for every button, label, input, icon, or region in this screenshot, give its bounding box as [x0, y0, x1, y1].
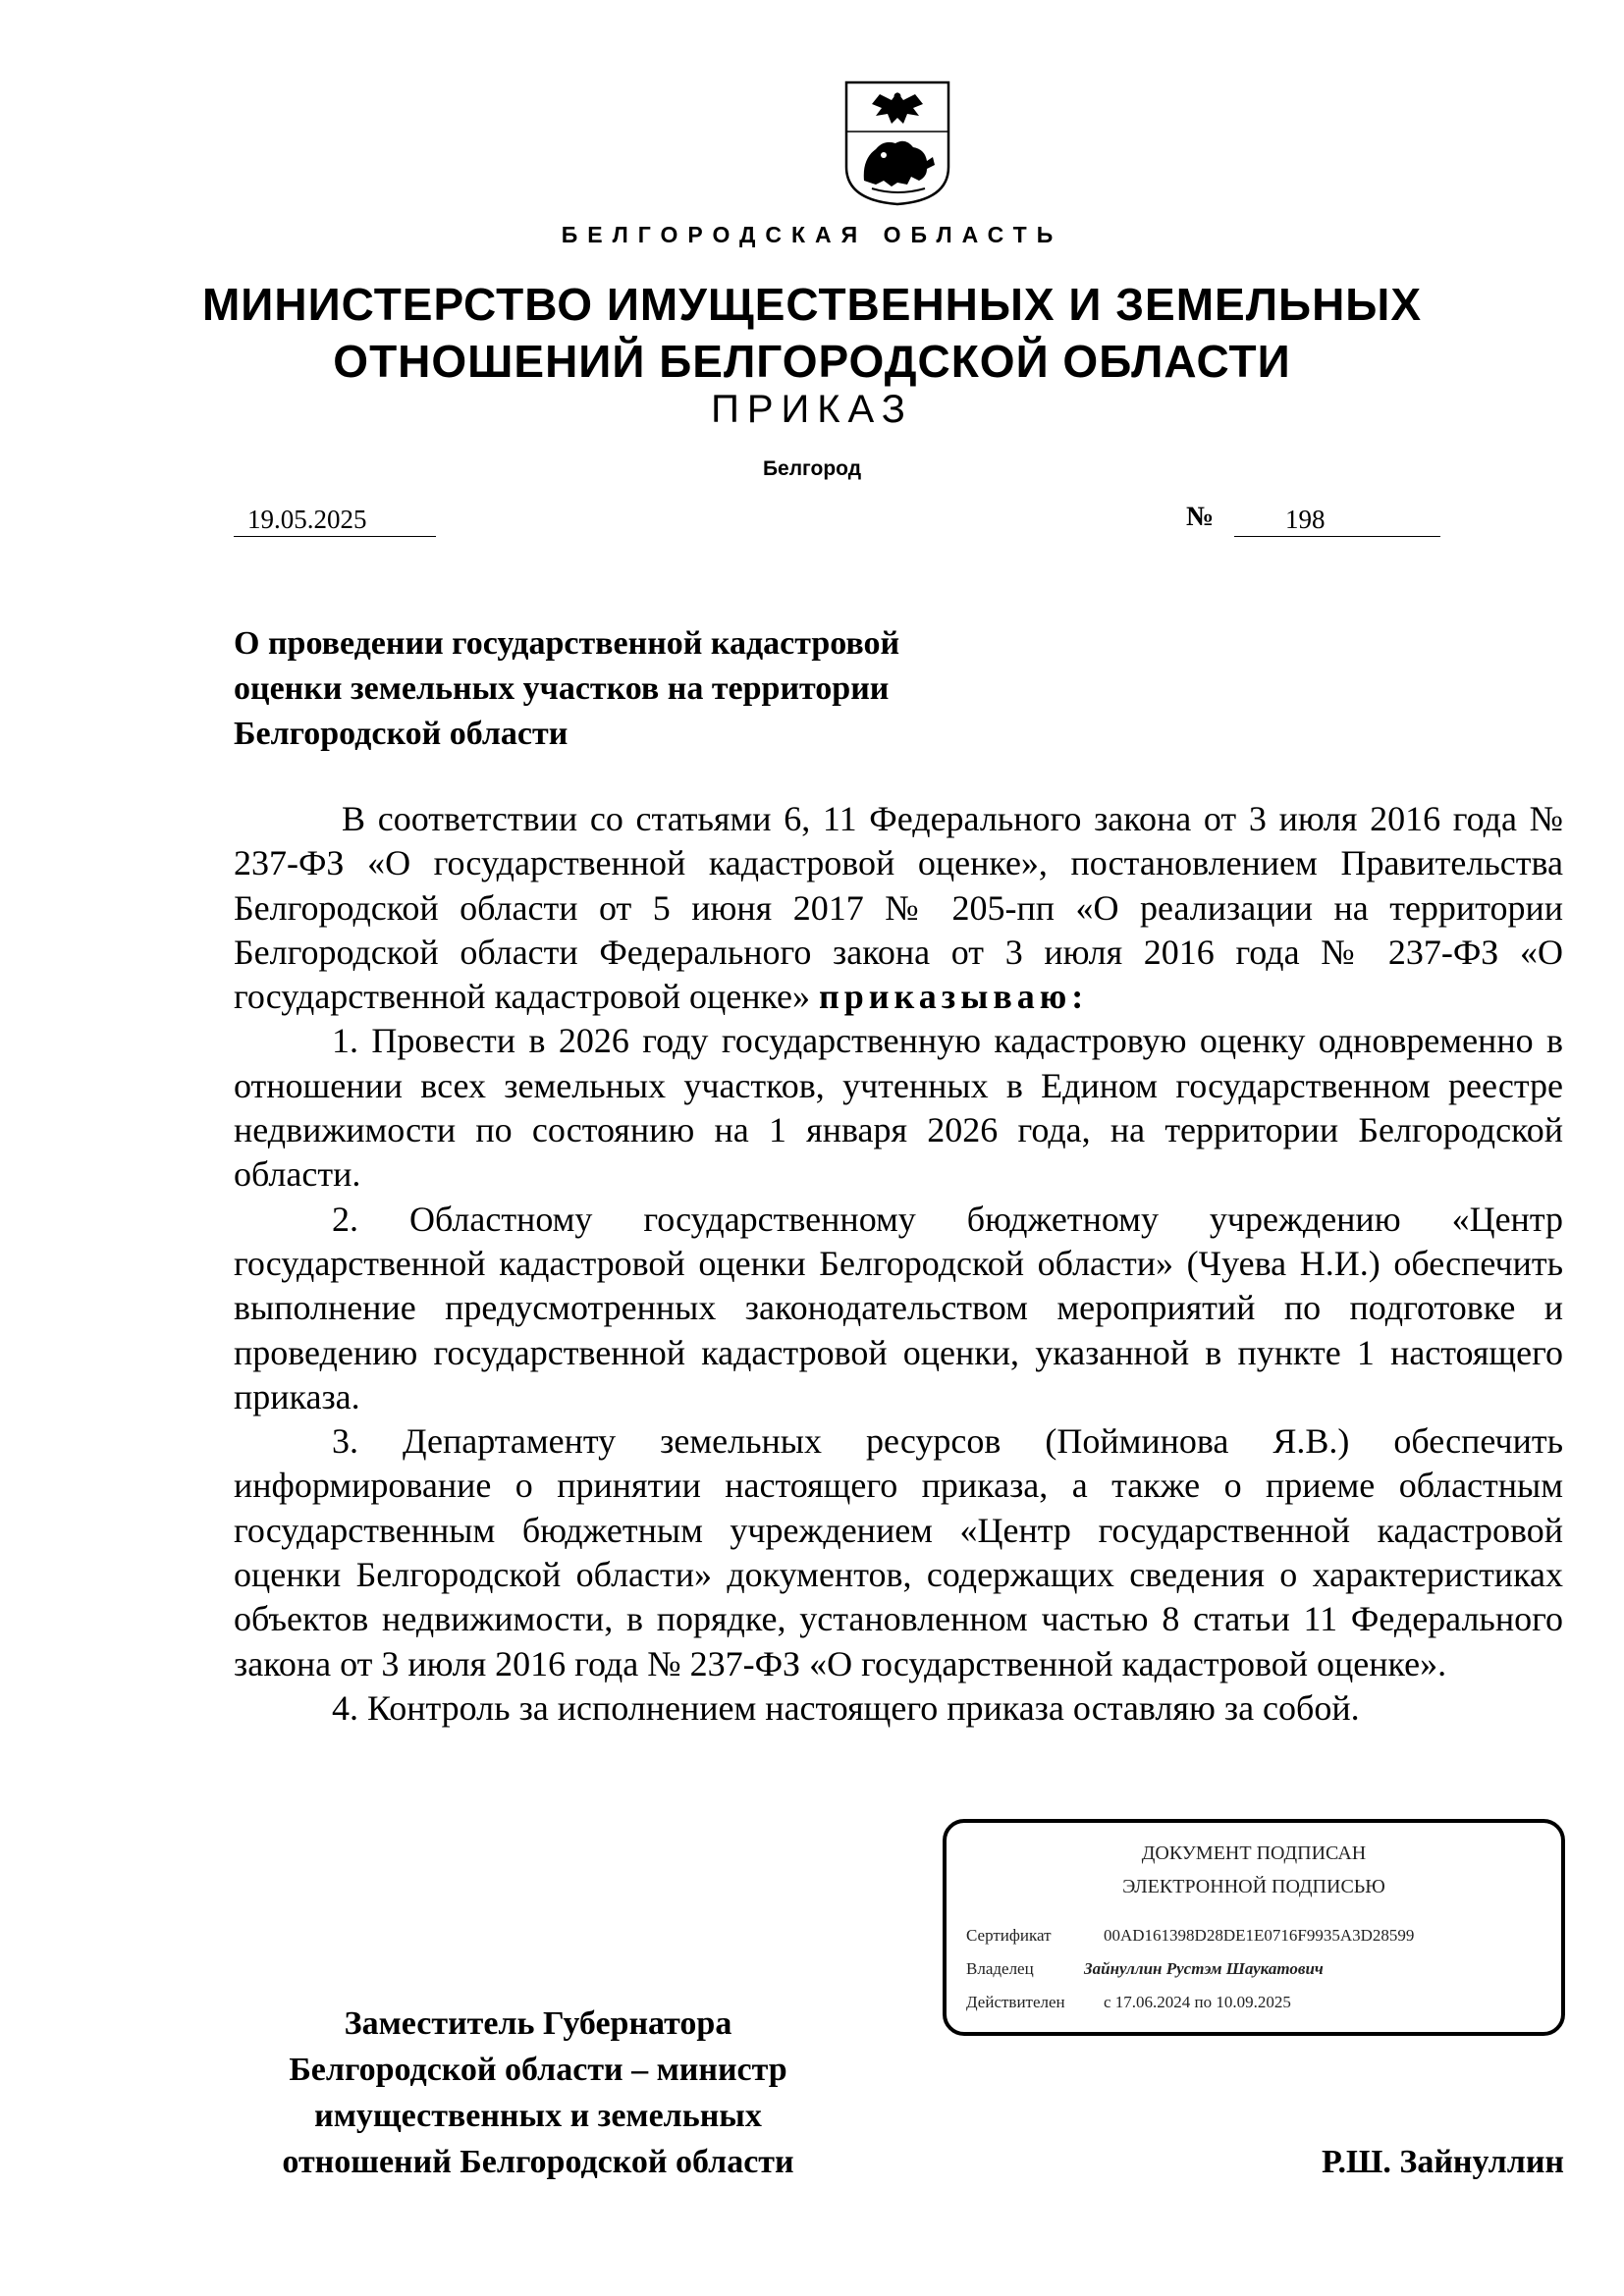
stamp-owner-value: Зайнуллин Рустэм Шаукатович [1084, 1959, 1324, 1978]
signer-position [234, 2001, 842, 2185]
stamp-certificate-row [966, 1926, 1414, 1946]
order-subject-line3: Белгородской области [234, 716, 568, 752]
order-item-3: 3. Департаменту земельных ресурсов (Пойминова Я.В.) обеспечить информирование о принятии настоящего приказа, а также о приеме областным государственным бюджетным учреждением «Центр государственной кадастровой оценки Белгородской области» документов, содержащих сведения о характеристиках объектов недвижимости, в порядке, установленном частью 8 статьи 11 Федерального закона от 3 июля 2016 года № 237-ФЗ «О государственной кадастровой оценке». [234, 1421, 1563, 1683]
ministry-name [196, 276, 1428, 390]
stamp-title [947, 1837, 1561, 1903]
stamp-certificate-value: 00AD161398D28DE1E0716F9935A3D28599 [1104, 1926, 1415, 1945]
preamble-text: В соответствии со статьями 6, 11 Федерального закона от 3 июля 2016 года № 237-ФЗ «О государственной кадастровой оценке», постановлением Правительства Белгородской области от 5 июня 2017 № 205-пп «О реализации на территории Белгородской области Федерального закона от 3 июля 2016 года № 237-ФЗ «О государственной кадастровой оценке» [234, 799, 1563, 1017]
signer-name: Р.Ш. Зайнуллин [1322, 2144, 1564, 2180]
order-item-2: 2. Областному государственному бюджетному учреждению «Центр государственной кадастровой оценки Белгородской области» (Чуева Н.И.) обеспечить выполнение предусмотренных законодательством мероприятий по подготовке и проведению государственной кадастровой оценки, указанной в пункте 1 настоящего приказа. [234, 1199, 1563, 1416]
signer-position-line4: отношений Белгородской области [282, 2144, 794, 2180]
order-subject-line2: оценки земельных участков на территории [234, 670, 890, 707]
belgorod-coat-of-arms-icon [842, 79, 952, 208]
order-body [234, 797, 1563, 1731]
stamp-title-line1: ДОКУМЕНТ ПОДПИСАН [1141, 1842, 1367, 1864]
stamp-owner-row [966, 1959, 1324, 1979]
ministry-name-line2: ОТНОШЕНИЙ БЕЛГОРОДСКОЙ ОБЛАСТИ [333, 336, 1291, 387]
electronic-signature-stamp [943, 1819, 1565, 2036]
preamble-paragraph [234, 797, 1563, 1019]
signer-position-line3: имущественных и земельных [314, 2098, 762, 2134]
order-number: 198 [1234, 503, 1440, 537]
stamp-certificate-label: Сертификат [966, 1926, 1052, 1945]
region-name: БЕЛГОРОДСКАЯ ОБЛАСТЬ [561, 222, 1063, 247]
stamp-validity-label: Действителен [966, 1993, 1065, 2011]
document-type: ПРИКАЗ [711, 388, 913, 431]
signer-position-line1: Заместитель Губернатора [344, 2005, 732, 2042]
order-subject-line1: О проведении государственной кадастровой [234, 625, 900, 662]
order-date: 19.05.2025 [234, 503, 436, 537]
order-number-label: № [1186, 502, 1215, 532]
stamp-validity-value: с 17.06.2024 по 10.09.2025 [1104, 1993, 1291, 2011]
order-item-1: 1. Провести в 2026 году государственную кадастровую оценку одновременно в отношении всех земельных участков, учтенных в Едином государственном реестре недвижимости по состоянию на 1 января 2026 года, на территории Белгородской области. [234, 1021, 1563, 1195]
stamp-owner-label: Владелец [966, 1959, 1034, 1978]
order-subject [234, 621, 1117, 757]
signer-position-line2: Белгородской области – министр [289, 2052, 787, 2088]
order-word: приказываю: [819, 977, 1089, 1017]
city-name: Белгород [762, 457, 862, 480]
ministry-name-line1: МИНИСТЕРСТВО ИМУЩЕСТВЕННЫХ И ЗЕМЕЛЬНЫХ [201, 279, 1423, 330]
stamp-validity-row [966, 1993, 1291, 2012]
stamp-title-line2: ЭЛЕКТРОННОЙ ПОДПИСЬЮ [1122, 1876, 1385, 1897]
order-item-4: 4. Контроль за исполнением настоящего приказа оставляю за собой. [332, 1687, 1360, 1728]
